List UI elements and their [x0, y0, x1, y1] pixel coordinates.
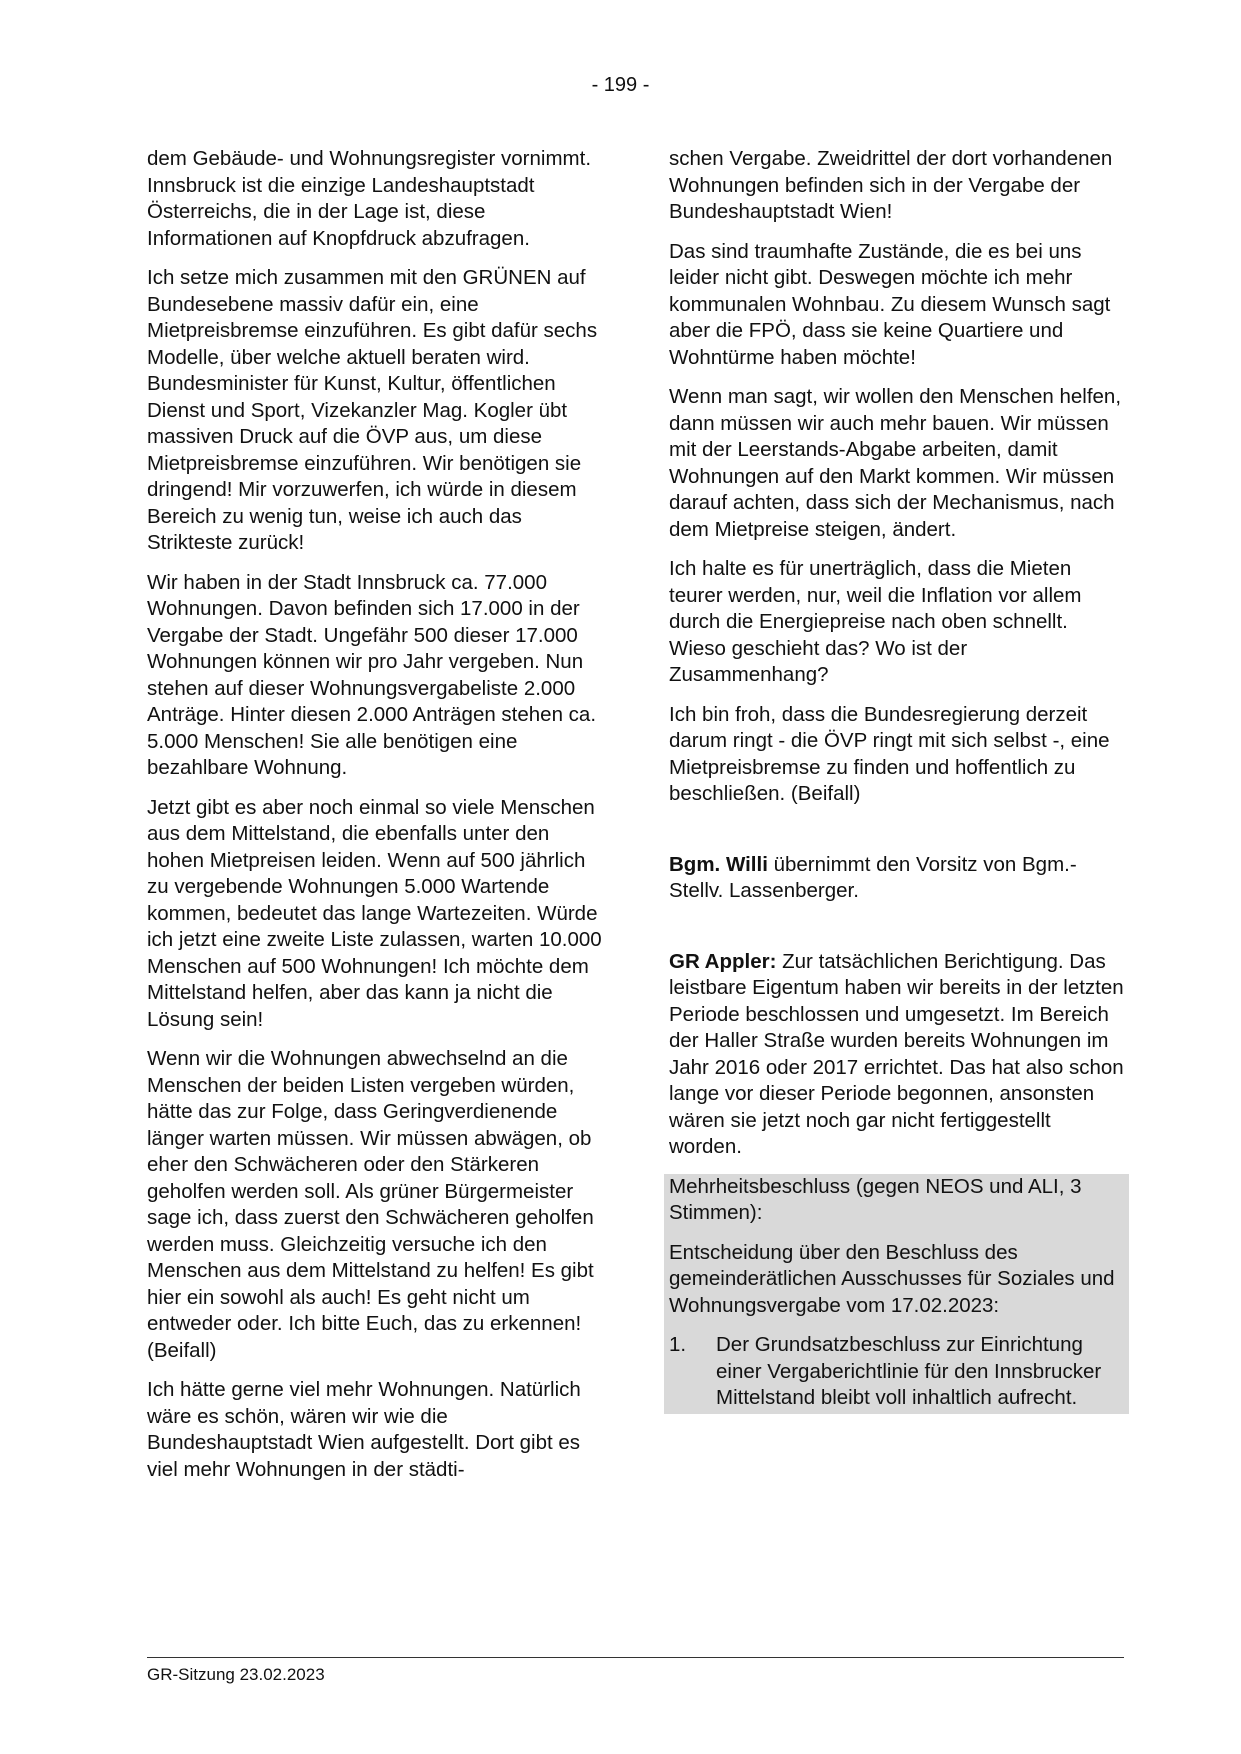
speech-appler	[669, 949, 1124, 1161]
speech-text: Zur tatsächlichen Berichtigung. Das leistbare Eigentum haben wir bereits in der letzten Periode beschlossen und umgesetzt. Im Bereich der Haller Straße wurden bereits Wohnungen im Jahr 2016 oder 2017 errichtet. Das hat also schon lange vor dieser Periode begonnen, ansonsten wären sie jetzt noch gar nicht fertiggestellt worden.	[669, 949, 1124, 1158]
paragraph: Jetzt gibt es aber noch einmal so viele Menschen aus dem Mittelstand, die ebenfalls unter den hohen Mietpreisen leiden. Wenn auf 500 jährlich zu vergebende Wohnungen 5.000 Wartende kommen, bedeutet das lange Wartezeiten. Würde ich jetzt eine zweite Liste zulassen, warten 10.000 Menschen auf 500 Wohnungen! Ich möchte dem Mittelstand helfen, aber das kann ja nicht die Lösung sein!	[147, 795, 602, 1031]
footer: GR-Sitzung 23.02.2023	[147, 1665, 325, 1684]
paragraph: schen Vergabe. Zweidrittel der dort vorhandenen Wohnungen befinden sich in der Vergabe der Bundeshauptstadt Wien!	[669, 147, 1113, 223]
paragraph: Ich bin froh, dass die Bundesregierung derzeit darum ringt - die ÖVP ringt mit sich selbst -, eine Mietpreisbremse zu finden und hoffentlich zu beschließen. (Beifall)	[669, 702, 1110, 805]
paragraph: Wir haben in der Stadt Innsbruck ca. 77.000 Wohnungen. Davon befinden sich 17.000 in der Vergabe der Stadt. Ungefähr 500 dieser 17.000 Wohnungen können wir pro Jahr vergeben. Nun stehen auf dieser Wohnungsvergabeliste 2.000 Anträge. Hinter diesen 2.000 Anträgen stehen ca. 5.000 Menschen! Sie alle benötigen eine bezahlbare Wohnung.	[147, 570, 597, 779]
footer-divider	[147, 1657, 1124, 1658]
resolution-decision: Entscheidung über den Beschluss des gemeinderätlichen Ausschusses für Soziales und Wohnungsvergabe vom 17.02.2023:	[669, 1240, 1115, 1317]
resolution-item	[669, 1332, 1124, 1412]
chair-note	[669, 852, 1124, 905]
paragraph: dem Gebäude- und Wohnungsregister vornimmt. Innsbruck ist die einzige Landeshauptstadt Österreichs, die in der Lage ist, diese Informationen auf Knopfdruck abzufragen.	[147, 147, 592, 250]
right-column	[669, 146, 1124, 1414]
paragraph: Das sind traumhafte Zustände, die es bei uns leider nicht gibt. Deswegen möchte ich mehr kommunalen Wohnbau. Zu diesem Wunsch sagt aber die FPÖ, dass sie keine Quartiere und Wohntürme haben möchte!	[669, 239, 1111, 369]
left-column	[147, 146, 602, 1496]
resolution-result: Mehrheitsbeschluss (gegen NEOS und ALI, 3 Stimmen):	[669, 1174, 1082, 1224]
paragraph: Ich hätte gerne viel mehr Wohnungen. Natürlich wäre es schön, wären wir wie die Bundeshauptstadt Wien aufgestellt. Dort gibt es viel mehr Wohnungen in der städti-	[147, 1378, 581, 1481]
paragraph: Ich halte es für unerträglich, dass die Mieten teurer werden, nur, weil die Inflation vor allem durch die Energiepreise nach oben schnellt. Wieso geschieht das? Wo ist der Zusammenhang?	[669, 557, 1082, 686]
chair-note-text: übernimmt den Vorsitz von Bgm.-Stellv. Lassenberger.	[669, 852, 1077, 902]
resolution-box	[664, 1174, 1129, 1414]
paragraph: Wenn wir die Wohnungen abwechselnd an die Menschen der beiden Listen vergeben würden, hätte das zur Folge, dass Geringverdienende länger warten müssen. Wir müssen abwägen, ob eher den Schwächeren oder den Stärkeren geholfen werden soll. Als grüner Bürgermeister sage ich, dass zuerst den Schwächeren geholfen werden muss. Gleichzeitig versuche ich den Menschen aus dem Mittelstand zu helfen! Es gibt hier ein sowohl als auch! Es geht nicht um entweder oder. Ich bitte Euch, das zu erkennen! (Beifall)	[147, 1047, 594, 1362]
speaker-name: Bgm. Willi	[669, 852, 768, 876]
speaker-name: GR Appler:	[669, 949, 777, 973]
page-number: - 199 -	[591, 74, 650, 96]
paragraph: Wenn man sagt, wir wollen den Menschen helfen, dann müssen wir auch mehr bauen. Wir müssen mit der Leerstands-Abgabe arbeiten, damit Wohnungen auf den Markt kommen. Wir müssen darauf achten, dass sich der Mechanismus, nach dem Mietpreise steigen, ändert.	[669, 385, 1122, 541]
item-number: 1.	[669, 1333, 687, 1356]
item-text: Der Grundsatzbeschluss zur Einrichtung einer Vergaberichtlinie für den Innsbrucker Mittelstand bleibt voll inhaltlich aufrecht.	[716, 1333, 1102, 1409]
paragraph: Ich setze mich zusammen mit den GRÜNEN auf Bundesebene massiv dafür ein, eine Mietpreisbremse einzuführen. Es gibt dafür sechs Modelle, über welche aktuell beraten wird. Bundesminister für Kunst, Kultur, öffentlichen Dienst und Sport, Vizekanzler Mag. Kogler übt massiven Druck auf die ÖVP aus, um diese Mietpreisbremse einzuführen. Wir benötigen sie dringend! Mir vorzuwerfen, ich würde in diesem Bereich zu wenig tun, weise ich auch das Strikteste zurück!	[147, 266, 598, 554]
